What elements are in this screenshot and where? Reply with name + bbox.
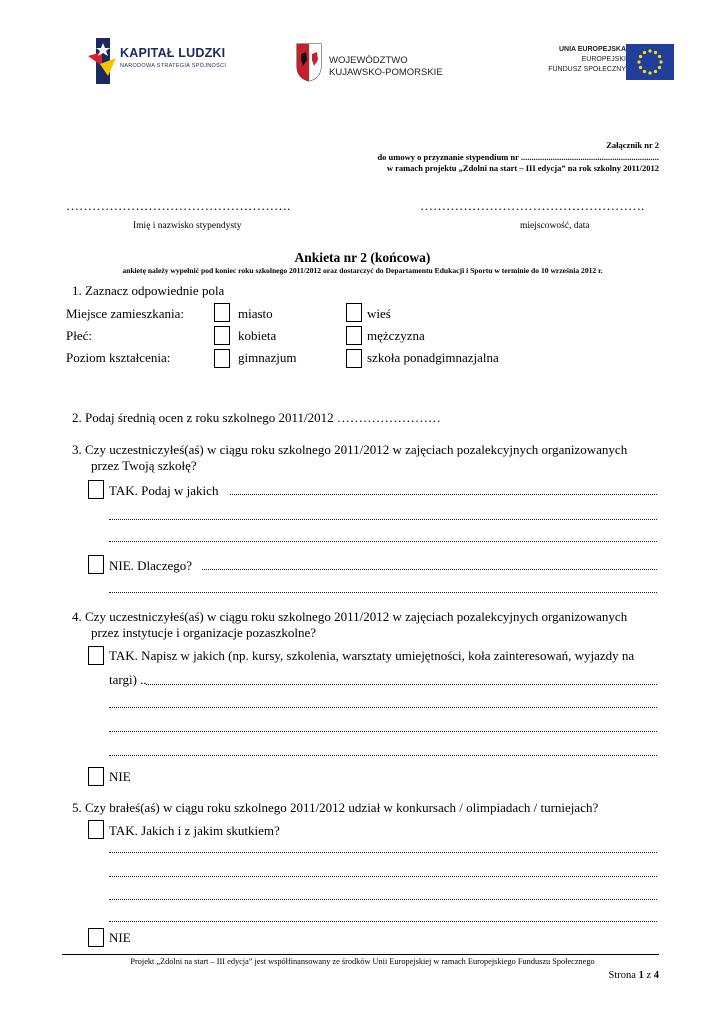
q4-yes-line3[interactable] bbox=[109, 731, 657, 732]
q4-yes-line4[interactable] bbox=[109, 755, 657, 756]
q4-yes-line2[interactable] bbox=[109, 707, 657, 708]
annex-project: w ramach projektu „Zdolni na start – III edycja” na rok szkolny 2011/2012 bbox=[386, 163, 659, 173]
q3-no-line2[interactable] bbox=[109, 592, 657, 593]
eu-line1: UNIA EUROPEJSKA bbox=[558, 46, 626, 53]
region-line1: WOJEWÓDZTWO bbox=[329, 55, 408, 66]
kapital-ludzki-logo bbox=[88, 38, 248, 84]
q4-line2: przez instytucje i organizacje pozaszkolne? bbox=[91, 625, 316, 640]
kapital-ludzki-emblem-icon bbox=[88, 38, 118, 84]
page-total: 4 bbox=[653, 970, 659, 981]
name-caption: Imię i nazwisko stypendysty bbox=[133, 221, 242, 231]
annex-number: Załącznik nr 2 bbox=[606, 140, 659, 150]
q3-line1: 3. Czy uczestniczyłeś(aś) w ciągu roku szkolnego 2011/2012 w zajęciach pozalekcyjnych organizowanych bbox=[72, 442, 628, 457]
option-kobieta: kobieta bbox=[238, 328, 277, 343]
checkbox-ponadgimnazjalna[interactable] bbox=[346, 349, 362, 368]
q3-no-checkbox[interactable] bbox=[88, 555, 104, 574]
coat-of-arms-icon bbox=[295, 42, 323, 82]
q4-yes-checkbox[interactable] bbox=[88, 646, 104, 665]
kapital-ludzki-title: KAPITAŁ LUDZKI bbox=[120, 46, 226, 60]
q3-yes-line3[interactable] bbox=[109, 541, 657, 542]
q3-no-line[interactable] bbox=[202, 569, 657, 570]
page-subtitle: ankietę należy wypełnić pod koniec roku szkolnego 2011/2012 oraz dostarczyć do Departamentu Edukacji i Sportu w terminie do 10 września 2012 r. bbox=[122, 266, 603, 275]
region-line2: KUJAWSKO-POMORSKIE bbox=[329, 67, 443, 78]
q2-label: 2. Podaj średnią ocen z roku szkolnego 2011/2012 …………………… bbox=[72, 410, 441, 425]
q4-line1: 4. Czy uczestniczyłeś(aś) w ciągu roku szkolnego 2011/2012 w zajęciach pozalekcyjnych organizowanych bbox=[72, 609, 628, 624]
q3-yes-checkbox[interactable] bbox=[88, 480, 104, 499]
checkbox-miasto[interactable] bbox=[214, 303, 230, 322]
option-ponadgimnazjalna: szkoła ponadgimnazjalna bbox=[367, 350, 499, 365]
q5-line1: 5. Czy brałeś(aś) w ciągu roku szkolnego 2011/2012 udział w konkursach / olimpiadach / turniejach? bbox=[72, 800, 599, 815]
place-date-field[interactable]: ……………………………………………. bbox=[420, 198, 645, 213]
q4-no-checkbox[interactable] bbox=[88, 767, 104, 786]
q1-row1-label: Miejsce zamieszkania: bbox=[66, 306, 185, 321]
q3-no-label: NIE. Dlaczego? bbox=[109, 558, 193, 573]
q1-label: 1. Zaznacz odpowiednie pola bbox=[72, 283, 225, 298]
page-sep: z bbox=[646, 970, 652, 981]
page-label: Strona bbox=[608, 970, 636, 981]
eu-line3: FUNDUSZ SPOŁECZNY bbox=[548, 66, 626, 73]
q4-yes-label: TAK. Napisz w jakich (np. kursy, szkolenia, warsztaty umiejętności, koła zainteresowań, wyjazdy na bbox=[109, 648, 635, 663]
checkbox-mezczyzna[interactable] bbox=[346, 326, 362, 345]
q4-yes-line[interactable] bbox=[146, 684, 657, 685]
q1-row3-label: Poziom kształcenia: bbox=[66, 350, 171, 365]
option-miasto: miasto bbox=[238, 306, 273, 321]
checkbox-gimnazjum[interactable] bbox=[214, 349, 230, 368]
q3-line2: przez Twoją szkołę? bbox=[91, 458, 197, 473]
eu-line2: EUROPEJSKI bbox=[581, 56, 626, 63]
option-wies: wieś bbox=[367, 306, 391, 321]
q4-no-label: NIE bbox=[109, 769, 131, 784]
footer-divider bbox=[62, 954, 659, 955]
checkbox-kobieta[interactable] bbox=[214, 326, 230, 345]
region-logo bbox=[295, 42, 445, 84]
option-mezczyzna: mężczyzna bbox=[367, 328, 425, 343]
q5-yes-line[interactable] bbox=[109, 852, 657, 853]
place-date-caption: miejscowość, data bbox=[520, 221, 590, 231]
q5-yes-label: TAK. Jakich i z jakim skutkiem? bbox=[109, 823, 280, 838]
annex-contract: do umowy o przyznanie stypendium nr ................................................................. bbox=[377, 152, 659, 162]
name-field[interactable]: ……………………………………………. bbox=[66, 198, 291, 213]
page-number bbox=[609, 970, 659, 981]
q5-no-checkbox[interactable] bbox=[88, 928, 104, 947]
q5-yes-checkbox[interactable] bbox=[88, 820, 104, 839]
q3-yes-label: TAK. Podaj w jakich bbox=[109, 483, 219, 498]
checkbox-wies[interactable] bbox=[346, 303, 362, 322]
q4-yes-cont: targi) .. bbox=[109, 672, 147, 687]
q5-yes-line2[interactable] bbox=[109, 876, 657, 877]
page-current: 1 bbox=[638, 970, 644, 981]
option-gimnazjum: gimnazjum bbox=[238, 350, 297, 365]
q3-yes-line2[interactable] bbox=[109, 519, 657, 520]
q5-yes-line4[interactable] bbox=[109, 921, 657, 922]
q5-no-label: NIE bbox=[109, 930, 131, 945]
kapital-ludzki-subtitle: NARODOWA STRATEGIA SPÓJNOŚCI bbox=[120, 63, 227, 69]
q3-yes-line[interactable] bbox=[230, 494, 657, 495]
footer-text: Projekt „Zdolni na start – III edycja” jest współfinansowany ze środków Unii Europejskiej w ramach Europejskiego Funduszu Społecznego bbox=[130, 957, 595, 966]
page-title: Ankieta nr 2 (końcowa) bbox=[294, 250, 431, 265]
eu-flag-icon bbox=[626, 44, 674, 80]
q5-yes-line3[interactable] bbox=[109, 899, 657, 900]
q1-row2-label: Płeć: bbox=[66, 328, 92, 343]
eu-logo bbox=[512, 40, 662, 84]
